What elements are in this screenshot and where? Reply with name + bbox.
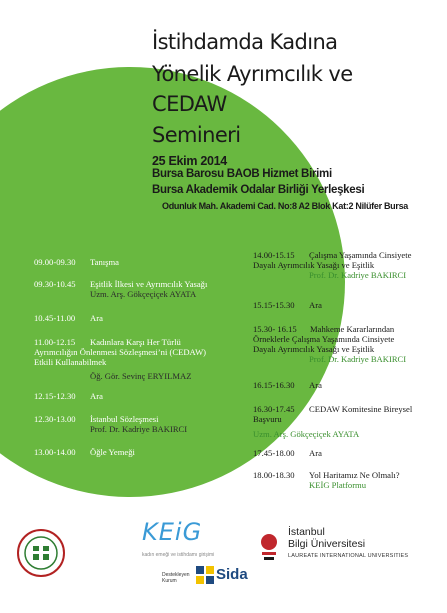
schedule-time: 16.15-16.30: [253, 380, 295, 390]
venue-line-1: Bursa Barosu BAOB Hizmet Birimi: [152, 168, 332, 180]
schedule-title: CEDAW Komitesine Bireysel: [309, 404, 413, 414]
bilgi-affiliation: LAUREATE INTERNATIONAL UNIVERSITIES: [288, 553, 409, 559]
bilgi-name-line-2: Bilgi Üniversitesi: [288, 538, 366, 550]
schedule-speaker: Prof. Dr. Kadriye BAKIRCI: [90, 424, 188, 434]
schedule-title: Ara: [309, 300, 322, 310]
schedule-speaker: Uzm. Arş. Gökçeçiçek AYATA: [253, 429, 360, 439]
schedule-title: Ara: [309, 448, 322, 458]
schedule-title: Ara: [90, 391, 103, 401]
schedule-speaker: KEİG Platformu: [309, 480, 367, 490]
schedule-title: Öğle Yemeği: [90, 447, 135, 457]
keig-subtitle: kadın emeği ve istihdamı girişimi: [142, 552, 215, 558]
schedule-title-cont: Örneklerle Çalışma Yaşamında Cinsiyete: [253, 334, 395, 344]
venue-line-2: Bursa Akademik Odalar Birliği Yerleşkesi: [152, 184, 365, 196]
schedule-time: 15.30- 16.15: [253, 324, 297, 334]
schedule-item: [253, 470, 400, 490]
schedule-item: [253, 404, 412, 439]
schedule-item: [34, 414, 187, 434]
schedule-time: 13.00-14.00: [34, 447, 76, 457]
schedule-time: 10.45-11.00: [34, 313, 76, 323]
schedule-time: 14.00-15.15: [253, 250, 295, 260]
schedule-title: Kadınlara Karşı Her Türlü: [90, 337, 181, 347]
schedule-item: [253, 324, 406, 364]
schedule-time: 11.00-12.15: [34, 337, 76, 347]
schedule-item: [34, 313, 103, 323]
title-line-2: Yönelik Ayrımcılık ve: [152, 62, 353, 86]
schedule-item: [34, 447, 135, 457]
title-line-4: Semineri: [152, 123, 241, 147]
schedule-speaker: Öğ. Gör. Sevinç ERYILMAZ: [90, 371, 192, 381]
schedule-speaker: Prof. Dr. Kadriye BAKIRCI: [309, 270, 407, 280]
schedule-title: Çalışma Yaşamında Cinsiyete: [309, 250, 412, 260]
keig-wordmark: KEiG: [142, 518, 203, 546]
supporter-label: Destekleyen Kurum: [162, 572, 190, 584]
schedule-title: Ara: [90, 313, 103, 323]
schedule-item: [253, 300, 322, 310]
schedule-time: 16.30-17.45: [253, 404, 295, 414]
schedule-item: [34, 257, 119, 267]
sida-wordmark: Sida: [216, 566, 248, 583]
schedule-time: 09.30-10.45: [34, 279, 76, 289]
schedule-speaker: Uzm. Arş. Gökçeçiçek AYATA: [90, 289, 197, 299]
schedule-title-cont: Etkili Kullanabilmek: [34, 357, 107, 367]
keig-logo: [142, 518, 215, 558]
schedule-time: 17.45-18.00: [253, 448, 295, 458]
schedule-title: Ara: [309, 380, 322, 390]
schedule-title: İstanbul Sözleşmesi: [90, 414, 159, 424]
bilgi-emblem-icon: [256, 526, 282, 566]
schedule-time: 15.15-15.30: [253, 300, 295, 310]
schedule-item: [253, 250, 411, 280]
bilgi-name-line-1: İstanbul: [288, 526, 325, 538]
schedule-time: 12.30-13.00: [34, 414, 76, 424]
schedule-title-cont: Dayalı Ayrımcılık Yasağı ve Eşitlik: [253, 344, 375, 354]
schedule-title: Tanışma: [90, 257, 119, 267]
schedule-title: Mahkeme Kararlarından: [310, 324, 395, 334]
sponsor-logos: [0, 510, 447, 613]
schedule-item: [253, 380, 322, 390]
bar-association-seal-icon: [16, 528, 66, 578]
schedule-item: [34, 337, 206, 381]
schedule-time: 12.15-12.30: [34, 391, 76, 401]
schedule-title-cont: Ayrımcılığın Önlenmesi Sözleşmesi’ni (CEDAW): [34, 347, 207, 357]
schedule-title-cont: Başvuru: [253, 414, 282, 424]
schedule-item: [34, 391, 103, 401]
venue-address: Odunluk Mah. Akademi Cad. No:8 A2 Blok Kat:2 Nilüfer Bursa: [162, 201, 408, 211]
schedule-time: 18.00-18.30: [253, 470, 295, 480]
schedule-item: [253, 448, 322, 458]
schedule-title: Yol Haritamız Ne Olmalı?: [309, 470, 400, 480]
title-line-1: İstihdamda Kadına: [152, 30, 338, 54]
event-date: 25 Ekim 2014: [152, 154, 227, 168]
schedule-item: [34, 279, 207, 299]
schedule-title-cont: Dayalı Ayrımcılık Yasağı ve Eşitlik: [253, 260, 375, 270]
sida-mark-icon: [196, 566, 214, 584]
schedule-speaker: Prof. Dr. Kadriye BAKIRCI: [309, 354, 407, 364]
schedule-time: 09.00-09.30: [34, 257, 76, 267]
title-line-3: CEDAW: [152, 92, 227, 116]
schedule-title: Eşitlik İlkesi ve Ayrımcılık Yasağı: [90, 279, 208, 289]
